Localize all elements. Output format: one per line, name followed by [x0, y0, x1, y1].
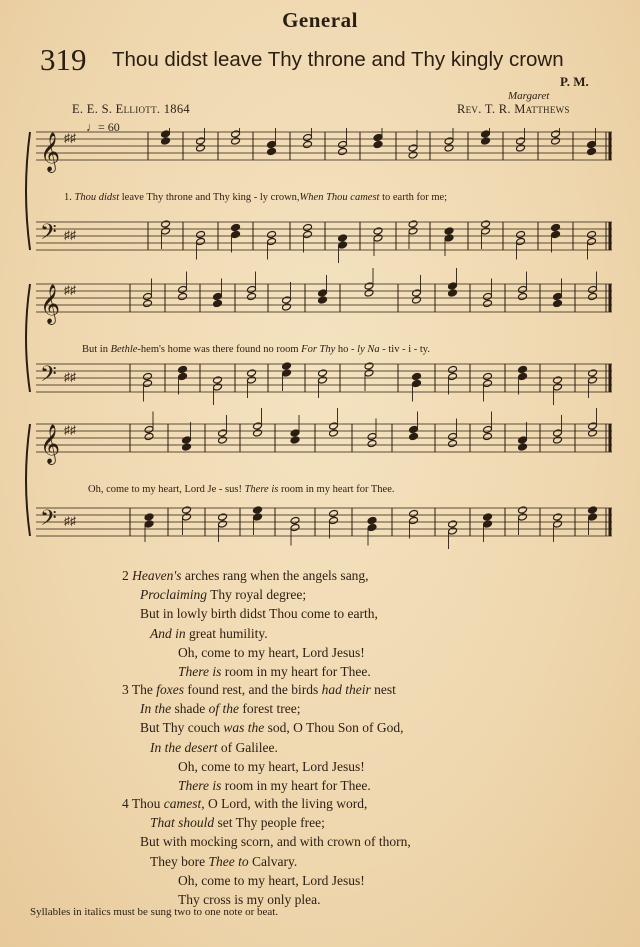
note-head: [282, 369, 292, 377]
key-signature-icon: ♯♯: [64, 423, 76, 437]
note-head: [364, 369, 374, 377]
note-head: [373, 133, 383, 141]
note-head: [518, 292, 528, 300]
note-head: [231, 130, 241, 138]
note-head: [518, 285, 528, 293]
note-head: [318, 289, 328, 297]
note-head: [481, 220, 491, 228]
note-head: [408, 227, 418, 235]
note-head: [553, 383, 563, 391]
treble-clef-icon: 𝄞: [40, 424, 61, 464]
note-head: [518, 506, 528, 514]
note-head: [448, 432, 458, 440]
note-head: [516, 144, 526, 152]
note-head: [367, 523, 377, 531]
note-head: [178, 372, 188, 380]
note-head: [218, 436, 228, 444]
note-head: [213, 383, 223, 391]
note-head: [448, 520, 458, 528]
bass-clef-icon: 𝄢: [40, 362, 57, 392]
note-head: [587, 140, 597, 148]
note-head: [282, 303, 292, 311]
note-head: [587, 230, 597, 238]
note-head: [253, 429, 263, 437]
note-head: [247, 285, 257, 293]
note-head: [338, 234, 348, 242]
bass-clef-icon: 𝄢: [40, 220, 57, 250]
key-signature-icon: ♯♯: [64, 514, 76, 528]
note-head: [409, 432, 419, 440]
note-head: [318, 376, 328, 384]
note-head: [247, 376, 257, 384]
note-head: [481, 137, 491, 145]
note-head: [290, 436, 300, 444]
hymn-title: Thou didst leave Thy throne and Thy kingly crown: [112, 48, 564, 71]
note-head: [213, 299, 223, 307]
note-head: [161, 130, 171, 138]
note-head: [267, 140, 277, 148]
note-head: [161, 137, 171, 145]
note-head: [481, 130, 491, 138]
note-head: [553, 520, 563, 528]
note-head: [231, 137, 241, 145]
note-head: [483, 299, 493, 307]
note-head: [412, 379, 422, 387]
note-head: [408, 144, 418, 152]
note-head: [143, 299, 153, 307]
note-head: [553, 376, 563, 384]
note-head: [588, 422, 598, 430]
note-head: [367, 439, 377, 447]
note-head: [196, 144, 206, 152]
key-signature-icon: ♯♯: [64, 131, 76, 145]
note-head: [483, 513, 493, 521]
note-head: [516, 230, 526, 238]
note-head: [367, 516, 377, 524]
note-head: [588, 506, 598, 514]
note-head: [553, 299, 563, 307]
note-head: [553, 513, 563, 521]
note-head: [144, 520, 154, 528]
note-head: [518, 372, 528, 380]
verse-4: 4 Thou camest, O Lord, with the living word, That should set Thy people free; But with mocking scorn, and with crown of thorn, They bore Thee to Calvary. Oh, come to my heart, Lord Jesus! Thy cross is my only plea.: [122, 796, 411, 908]
note-head: [587, 237, 597, 245]
note-head: [483, 372, 493, 380]
note-head: [338, 140, 348, 148]
note-head: [178, 365, 188, 373]
verse-3: 3 The foxes found rest, and the birds had their nest In the shade of the forest tree; But Thy couch was the sod, O Thou Son of God, In the desert of Galilee. Oh, come to my heart, Lord Jesus! There is room in my heart for Thee.: [122, 682, 404, 794]
note-head: [408, 220, 418, 228]
section-title: General: [282, 8, 358, 32]
note-head: [553, 429, 563, 437]
note-head: [481, 227, 491, 235]
note-head: [364, 362, 374, 370]
note-head: [182, 443, 192, 451]
lyric-line-system-2: But in Bethle-hem's home was there found no room For Thy ho - ly Na - tiv - i - ty.: [82, 344, 430, 355]
note-head: [182, 513, 192, 521]
note-head: [143, 372, 153, 380]
note-head: [373, 140, 383, 148]
note-head: [318, 369, 328, 377]
note-head: [253, 513, 263, 521]
note-head: [588, 369, 598, 377]
note-head: [144, 432, 154, 440]
note-head: [408, 151, 418, 159]
note-head: [483, 520, 493, 528]
meter-label: P. M.: [560, 74, 589, 89]
note-head: [483, 379, 493, 387]
note-head: [218, 520, 228, 528]
note-head: [303, 140, 313, 148]
note-head: [338, 241, 348, 249]
note-head: [412, 372, 422, 380]
note-head: [338, 147, 348, 155]
note-head: [196, 230, 206, 238]
note-head: [196, 137, 206, 145]
note-head: [483, 432, 493, 440]
system-brace: [26, 284, 30, 392]
note-head: [144, 425, 154, 433]
note-head: [412, 296, 422, 304]
system-brace: [26, 424, 30, 536]
treble-clef-icon: 𝄞: [40, 132, 61, 172]
note-head: [329, 422, 339, 430]
bass-clef-icon: 𝄢: [40, 506, 57, 536]
composer-credit: Rev. T. R. Matthews: [457, 102, 570, 116]
note-head: [448, 527, 458, 535]
note-head: [143, 379, 153, 387]
note-head: [364, 289, 374, 297]
note-head: [218, 513, 228, 521]
note-head: [364, 282, 374, 290]
key-signature-icon: ♯♯: [64, 283, 76, 297]
note-head: [373, 234, 383, 242]
note-head: [231, 230, 241, 238]
note-head: [218, 429, 228, 437]
note-head: [551, 137, 561, 145]
note-head: [247, 369, 257, 377]
note-head: [518, 513, 528, 521]
note-head: [367, 432, 377, 440]
note-head: [588, 285, 598, 293]
note-head: [553, 292, 563, 300]
note-head: [588, 513, 598, 521]
note-head: [448, 282, 458, 290]
key-signature-icon: ♯♯: [64, 228, 76, 242]
note-head: [329, 516, 339, 524]
note-head: [444, 227, 454, 235]
note-head: [448, 439, 458, 447]
note-head: [516, 237, 526, 245]
note-head: [267, 237, 277, 245]
note-head: [483, 425, 493, 433]
hymn-number: 319: [40, 42, 87, 77]
note-head: [282, 296, 292, 304]
tune-name: Margaret: [508, 90, 550, 102]
note-head: [178, 285, 188, 293]
note-head: [213, 376, 223, 384]
note-head: [267, 230, 277, 238]
note-head: [182, 506, 192, 514]
note-head: [448, 365, 458, 373]
lyric-line-system-3: Oh, come to my heart, Lord Je - sus! There is room in my heart for Thee.: [88, 484, 395, 495]
system-brace: [26, 132, 30, 250]
note-head: [303, 223, 313, 231]
key-signature-icon: ♯♯: [64, 370, 76, 384]
note-head: [588, 429, 598, 437]
note-head: [409, 516, 419, 524]
note-head: [161, 227, 171, 235]
treble-clef-icon: 𝄞: [40, 284, 61, 324]
note-head: [144, 513, 154, 521]
note-head: [329, 509, 339, 517]
note-head: [213, 292, 223, 300]
note-head: [444, 234, 454, 242]
note-head: [253, 506, 263, 514]
note-head: [516, 137, 526, 145]
note-head: [267, 147, 277, 155]
note-head: [518, 436, 528, 444]
note-head: [290, 429, 300, 437]
note-head: [182, 436, 192, 444]
note-head: [587, 147, 597, 155]
note-head: [143, 292, 153, 300]
note-head: [253, 422, 263, 430]
note-head: [483, 292, 493, 300]
note-head: [444, 144, 454, 152]
note-head: [551, 130, 561, 138]
verse-2: 2 Heaven's arches rang when the angels sang, Proclaiming Thy royal degree; But in lowly birth didst Thou come to earth, And in great humility. Oh, come to my heart, Lord Jesus! There is room in my heart for Thee.: [122, 568, 378, 680]
note-head: [290, 516, 300, 524]
note-head: [282, 362, 292, 370]
note-head: [196, 237, 206, 245]
note-head: [373, 227, 383, 235]
note-head: [303, 133, 313, 141]
note-head: [161, 220, 171, 228]
note-head: [303, 230, 313, 238]
note-head: [518, 443, 528, 451]
author-credit: E. E. S. Elliott. 1864: [72, 102, 190, 116]
note-head: [444, 137, 454, 145]
note-head: [231, 223, 241, 231]
lyric-line-system-1: 1. Thou didst leave Thy throne and Thy king - ly crown,When Thou camest to earth for me;: [64, 192, 448, 203]
note-head: [551, 223, 561, 231]
note-head: [448, 372, 458, 380]
note-head: [409, 509, 419, 517]
note-head: [178, 292, 188, 300]
tempo-marking: ♩= 60: [86, 120, 120, 134]
note-head: [551, 230, 561, 238]
note-head: [588, 292, 598, 300]
note-head: [329, 429, 339, 437]
note-head: [588, 376, 598, 384]
footnote: Syllables in italics must be sung two to one note or beat.: [30, 906, 279, 918]
note-head: [247, 292, 257, 300]
note-head: [518, 365, 528, 373]
note-head: [553, 436, 563, 444]
note-head: [318, 296, 328, 304]
note-head: [448, 289, 458, 297]
note-head: [290, 523, 300, 531]
note-head: [412, 289, 422, 297]
note-head: [409, 425, 419, 433]
